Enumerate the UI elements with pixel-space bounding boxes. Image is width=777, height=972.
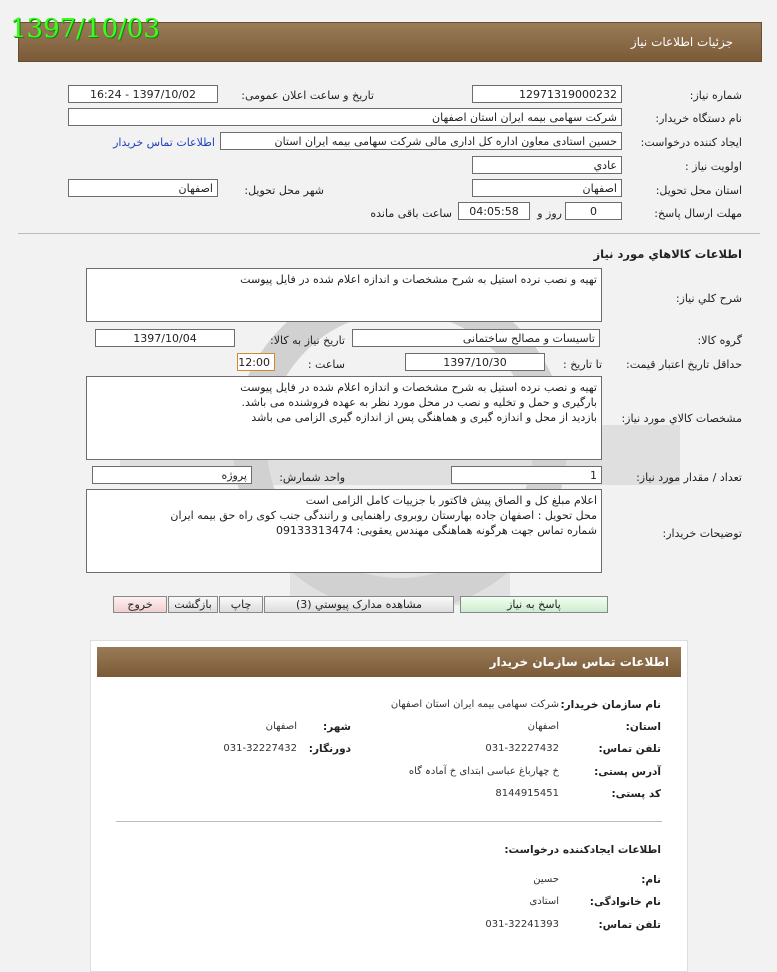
summary-label: شرح کلي نياز: [675,292,742,305]
time-left-suffix: ساعت باقی مانده [370,207,452,220]
validity-hour-label: ساعت : [307,358,345,371]
buyer-org-field: شرکت سهامی بیمه ایران استان اصفهان [68,108,622,126]
qty-label: تعداد / مقدار مورد نياز: [636,471,742,484]
need-number-field: 12971319000232 [472,85,622,103]
creator-info-title: اطلاعات ایجادکننده درخواست: [504,844,661,856]
creator-label: ایجاد کننده درخواست: [640,136,742,149]
until-label: تا تاریخ : [563,358,602,371]
specs-line: بارگیری و حمل و تخلیه و نصب در محل مورد نظر به عهده فروشنده می باشد. [241,396,597,409]
group-field: تاسیسات و مصالح ساختمانی [352,329,600,347]
divider [18,233,760,234]
contact-city-label: شهر: [323,721,351,733]
need-number-label: شماره نیاز: [689,89,742,102]
priority-field: عادي [472,156,622,174]
notes-field [86,489,602,573]
specs-field [86,376,602,460]
specs-line: تهیه و نصب نرده استیل به شرح مشخصات و اندازه اعلام شده در فایل پیوست [240,381,597,394]
need-date-field: 1397/10/04 [95,329,235,347]
contact-fax-label: دورنگار: [308,743,351,755]
creator-phone-label: تلفن تماس: [598,919,661,931]
notes-line: محل تحویل : اصفهان جاده بهارستان روبروی راهنمایی و رانندگی جنب کوی راه حق بیمه ایران [170,509,597,522]
exit-button[interactable]: خروج [113,596,167,613]
notes-line: شماره تماس جهت هرگونه هماهنگی مهندس یعقوبی: 09133313474 [276,524,597,537]
summary-text: تهیه و نصب نرده استیل به شرح مشخصات و اندازه اعلام شده در فایل پیوست [240,273,597,286]
contact-org-value: شرکت سهامی بیمه ایران استان اصفهان [390,699,559,710]
specs-line: بازدید از محل و اندازه گیری و هماهنگی پس از اندازه گیری الزامی می باشد [251,411,597,424]
contact-divider [116,821,662,822]
creator-phone-value: 031-32241393 [485,919,559,930]
city-label: شهر محل تحویل: [244,184,324,197]
priority-label: اولویت نیاز : [684,160,742,173]
contact-postal-value: 8144915451 [495,788,559,799]
creator-field: حسین استادی معاون اداره کل اداری مالی شرکت سهامی بیمه ایران استان [220,132,622,150]
announce-label: تاریخ و ساعت اعلان عمومی: [241,89,374,102]
notes-label: توضیحات خریدار: [662,527,742,540]
days-word: روز و [537,207,562,220]
notes-line: اعلام مبلغ کل و الصاق پیش فاکتور با جزییات کامل الزامی است [305,494,597,507]
province-label: استان محل تحویل: [655,184,742,197]
time-left-field: 04:05:58 [458,202,530,220]
page-title: جزئیات اطلاعات نیاز [630,35,733,49]
validity-date-field: 1397/10/30 [405,353,545,371]
city-field: اصفهان [68,179,218,197]
date-stamp: 1397/10/03 [10,14,160,44]
specs-label: مشخصات کالاي مورد نياز: [621,412,742,425]
deadline-label: مهلت ارسال پاسخ: [654,207,742,220]
contact-postal-label: کد پستی: [611,788,661,800]
buyer-org-label: نام دستگاه خریدار: [655,112,742,125]
contact-org-label: نام سازمان خریدار: [560,699,661,711]
unit-label: واحد شمارش: [279,471,345,484]
validity-hour-field: 12:00 [237,353,275,371]
contact-phone-label: تلفن تماس: [598,743,661,755]
contact-address-label: آدرس پستی: [594,766,661,778]
contact-province-label: استان: [625,721,661,733]
print-button[interactable]: چاپ [219,596,263,613]
contact-card-title: اطلاعات تماس سازمان خریدار [489,655,669,669]
contact-address-value: خ چهارباغ عباسی ابتدای خ آمادہ گاه [408,766,559,777]
need-date-label: تاریخ نیاز به کالا: [270,334,345,347]
contact-fax-value: 031-32227432 [223,743,297,754]
reply-button[interactable]: پاسخ به نیاز [460,596,608,613]
back-button[interactable]: بازگشت [168,596,218,613]
goods-section-title: اطلاعات کالاهاي مورد نياز [593,247,742,261]
buyer-contact-link[interactable]: اطلاعات تماس خریدار [113,136,215,149]
announce-field: 1397/10/02 - 16:24 [68,85,218,103]
contact-phone-value: 031-32227432 [485,743,559,754]
days-field: 0 [565,202,622,220]
creator-first-name-value: حسین [533,874,559,885]
creator-last-name-label: نام خانوادگی: [589,896,661,908]
validity-label: حداقل تاریخ اعتبار قیمت: [626,358,742,371]
attachments-button[interactable]: مشاهده مدارک پیوستي (3) [264,596,454,613]
qty-field: 1 [451,466,602,484]
contact-city-value: اصفهان [265,721,297,732]
contact-province-value: اصفهان [527,721,559,732]
province-field: اصفهان [472,179,622,197]
unit-field: پروژه [92,466,252,484]
creator-first-name-label: نام: [641,874,661,886]
contact-card-header [97,647,681,677]
buyer-contact-card [90,640,688,972]
summary-field [86,268,602,322]
creator-last-name-value: استادی [529,896,559,907]
group-label: گروه کالا: [697,334,742,347]
